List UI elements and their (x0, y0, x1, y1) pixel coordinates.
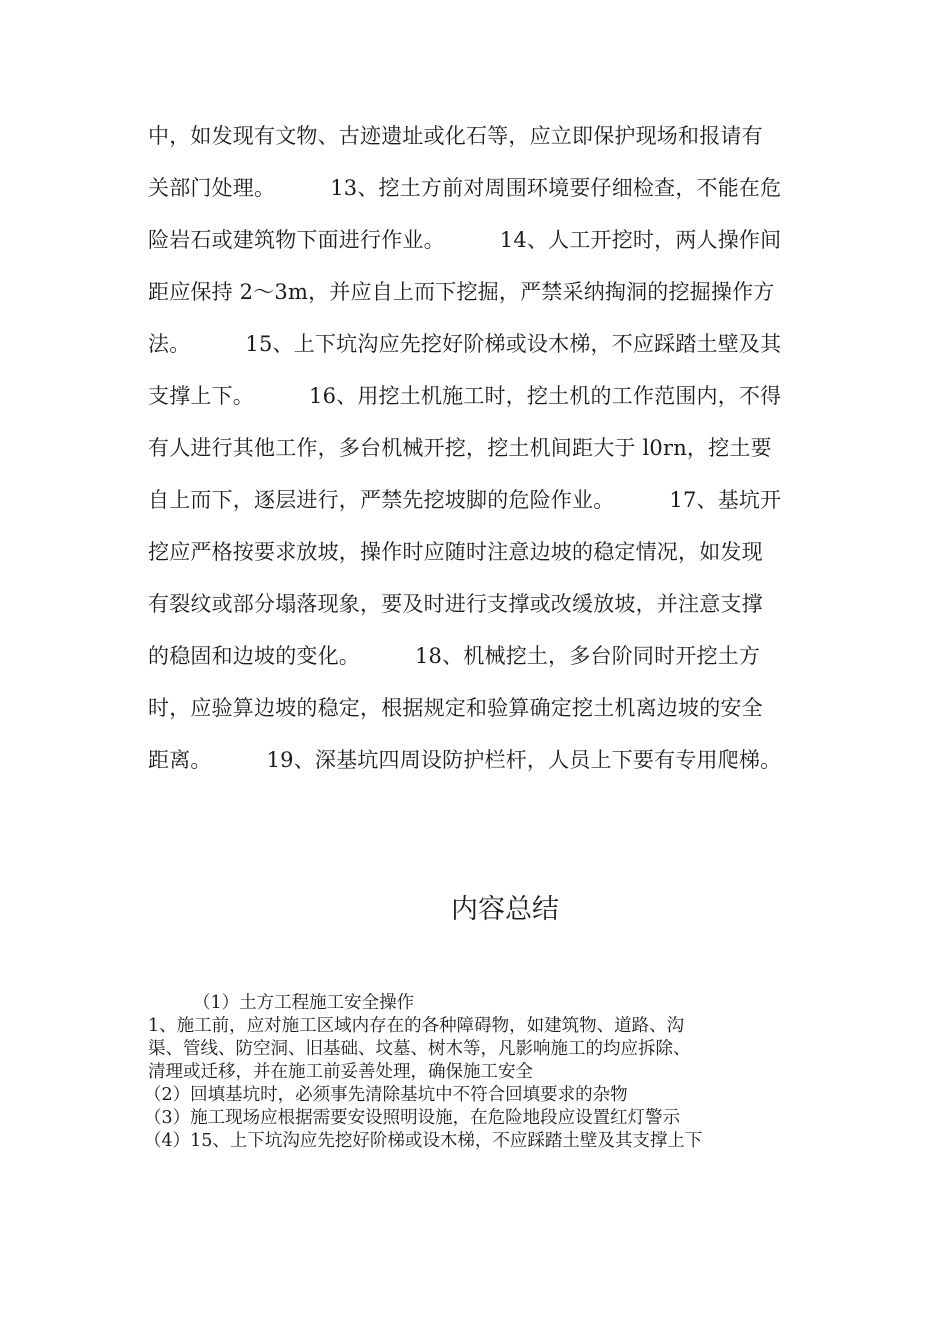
body-line: 关部门处理。 13、挖土方前对周围环境要仔细检查，不能在危 (148, 176, 782, 200)
summary-heading: （1）土方工程施工安全操作 (193, 993, 415, 1013)
summary-title: 内容总结 (451, 894, 559, 925)
body-line: 法。 15、上下坑沟应先挖好阶梯或设木梯，不应踩踏土壁及其 (148, 332, 782, 356)
summary-section (144, 992, 818, 1153)
summary-line: 渠、管线、防空洞、旧基础、坟墓、树木等，凡影响施工的均应拆除、 (148, 1039, 691, 1059)
body-line: 有人进行其他工作，多台机械开挖，挖土机间距大于 l0rn，挖土要 (148, 436, 772, 460)
body-line: 中，如发现有文物、古迹遗址或化石等，应立即保护现场和报请有 (148, 124, 763, 148)
body-line: 挖应严格按要求放坡，操作时应随时注意边坡的稳定情况，如发现 (148, 540, 763, 564)
summary-item: （4）15、上下坑沟应先挖好阶梯或设木梯，不应踩踏土壁及其支撑上下 (144, 1131, 703, 1151)
body-line: 距离。 19、深基坑四周设防护栏杆，人员上下要有专用爬梯。 (148, 748, 782, 772)
summary-line: 清理或迁移，并在施工前妥善处理，确保施工安全 (148, 1062, 533, 1082)
body-line: 险岩石或建筑物下面进行作业。 14、人工开挖时，两人操作间 (148, 228, 782, 252)
body-line: 的稳固和边坡的变化。 18、机械挖土，多台阶同时开挖土方 (148, 644, 761, 668)
body-line: 距应保持 2～3m，并应自上而下挖掘，严禁采纳掏洞的挖掘操作方 (148, 280, 775, 304)
summary-item: （3）施工现场应根据需要安设照明设施，在危险地段应设置红灯警示 (144, 1108, 681, 1128)
summary-item: （2）回填基坑时，必须事先清除基坑中不符合回填要求的杂物 (144, 1085, 628, 1105)
body-line: 时，应验算边坡的稳定，根据规定和验算确定挖土机离边坡的安全 (148, 696, 763, 720)
body-line: 支撑上下。 16、用挖土机施工时，挖土机的工作范围内，不得 (148, 384, 782, 408)
body-line: 自上而下，逐层进行，严禁先挖坡脚的危险作业。 17、基坑开 (148, 488, 782, 512)
body-line: 有裂纹或部分塌落现象，要及时进行支撑或改缓放坡，并注意支撑 (148, 592, 763, 616)
summary-line: 1、施工前，应对施工区域内存在的各种障碍物，如建筑物、道路、沟 (148, 1016, 685, 1036)
body-paragraph (148, 110, 808, 786)
